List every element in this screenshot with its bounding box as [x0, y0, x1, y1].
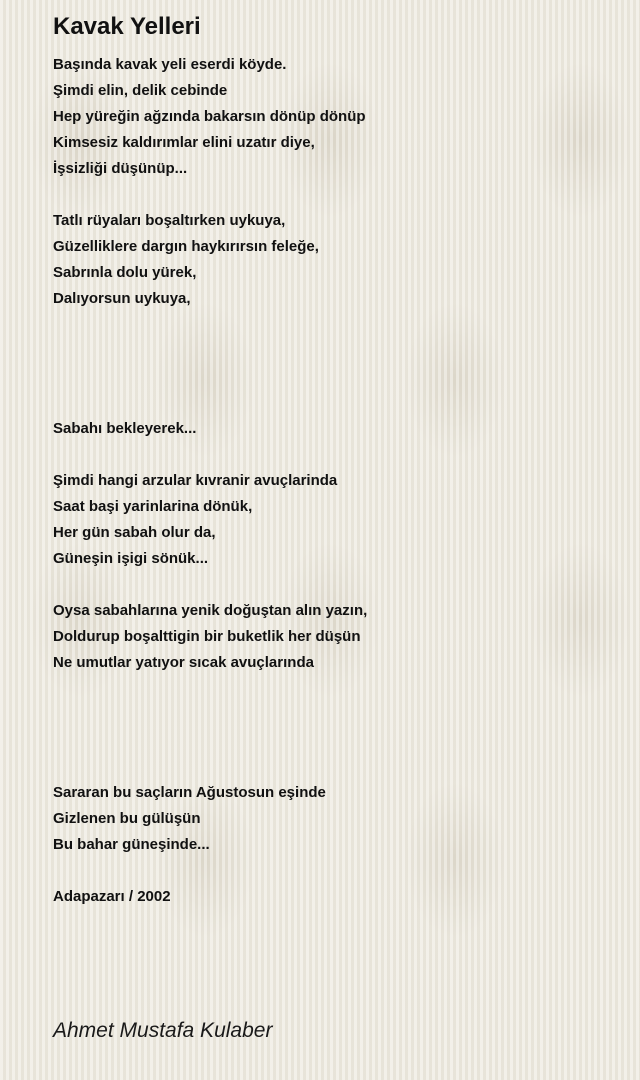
poem-line: Dalıyorsun uykuya,	[53, 290, 191, 307]
poem-line: Kimsesiz kaldırımlar elini uzatır diye,	[53, 134, 315, 151]
stanza-break	[53, 442, 613, 468]
poem-line: Saat başi yarinlarina dönük,	[53, 498, 253, 515]
stanza-break	[53, 754, 613, 780]
poem-line: Güneşin işigi sönük...	[53, 550, 209, 567]
poem-line: Sararan bu saçların Ağustosun eşinde	[53, 784, 326, 801]
poem-line: Doldurup boşalttigin bir buketlik her düşün	[53, 628, 361, 645]
poem-line: Ne umutlar yatıyor sıcak avuçlarında	[53, 654, 314, 671]
stanza-break	[53, 312, 613, 338]
stanza-break	[53, 676, 613, 702]
stanza-break	[53, 390, 613, 416]
poem-line: Tatlı rüyaları boşaltırken uykuya,	[53, 212, 286, 229]
stanza-break	[53, 338, 613, 364]
poem-line: İşsizliği düşünüp...	[53, 160, 188, 177]
stanza-break	[53, 858, 613, 884]
poem-line: Bu bahar güneşinde...	[53, 836, 210, 853]
stanza-break	[53, 702, 613, 728]
poem-line: Her gün sabah olur da,	[53, 524, 216, 541]
poem-line: Şimdi hangi arzular kıvranir avuçlarinda	[53, 472, 338, 489]
poem-title: Kavak Yelleri	[53, 13, 201, 40]
stanza-break	[53, 364, 613, 390]
poem-body	[53, 52, 613, 910]
poem-line: Sabrınla dolu yürek,	[53, 264, 197, 281]
poem-line: Güzelliklere dargın haykırırsın feleğe,	[53, 238, 319, 255]
stanza-break	[53, 182, 613, 208]
poem-author: Ahmet Mustafa Kulaber	[53, 1019, 273, 1042]
poem-line: Oysa sabahlarına yenik doğuştan alın yazın,	[53, 602, 368, 619]
poem-line: Başında kavak yeli eserdi köyde.	[53, 56, 287, 73]
stanza-break	[53, 572, 613, 598]
poem-line: Şimdi elin, delik cebinde	[53, 82, 228, 99]
poem-container	[53, 12, 613, 910]
poem-place-date: Adapazarı / 2002	[53, 888, 171, 905]
poem-line: Sabahı bekleyerek...	[53, 420, 197, 437]
poem-line: Hep yüreğin ağzında bakarsın dönüp dönüp	[53, 108, 366, 125]
poem-line: Gizlenen bu gülüşün	[53, 810, 201, 827]
stanza-break	[53, 728, 613, 754]
